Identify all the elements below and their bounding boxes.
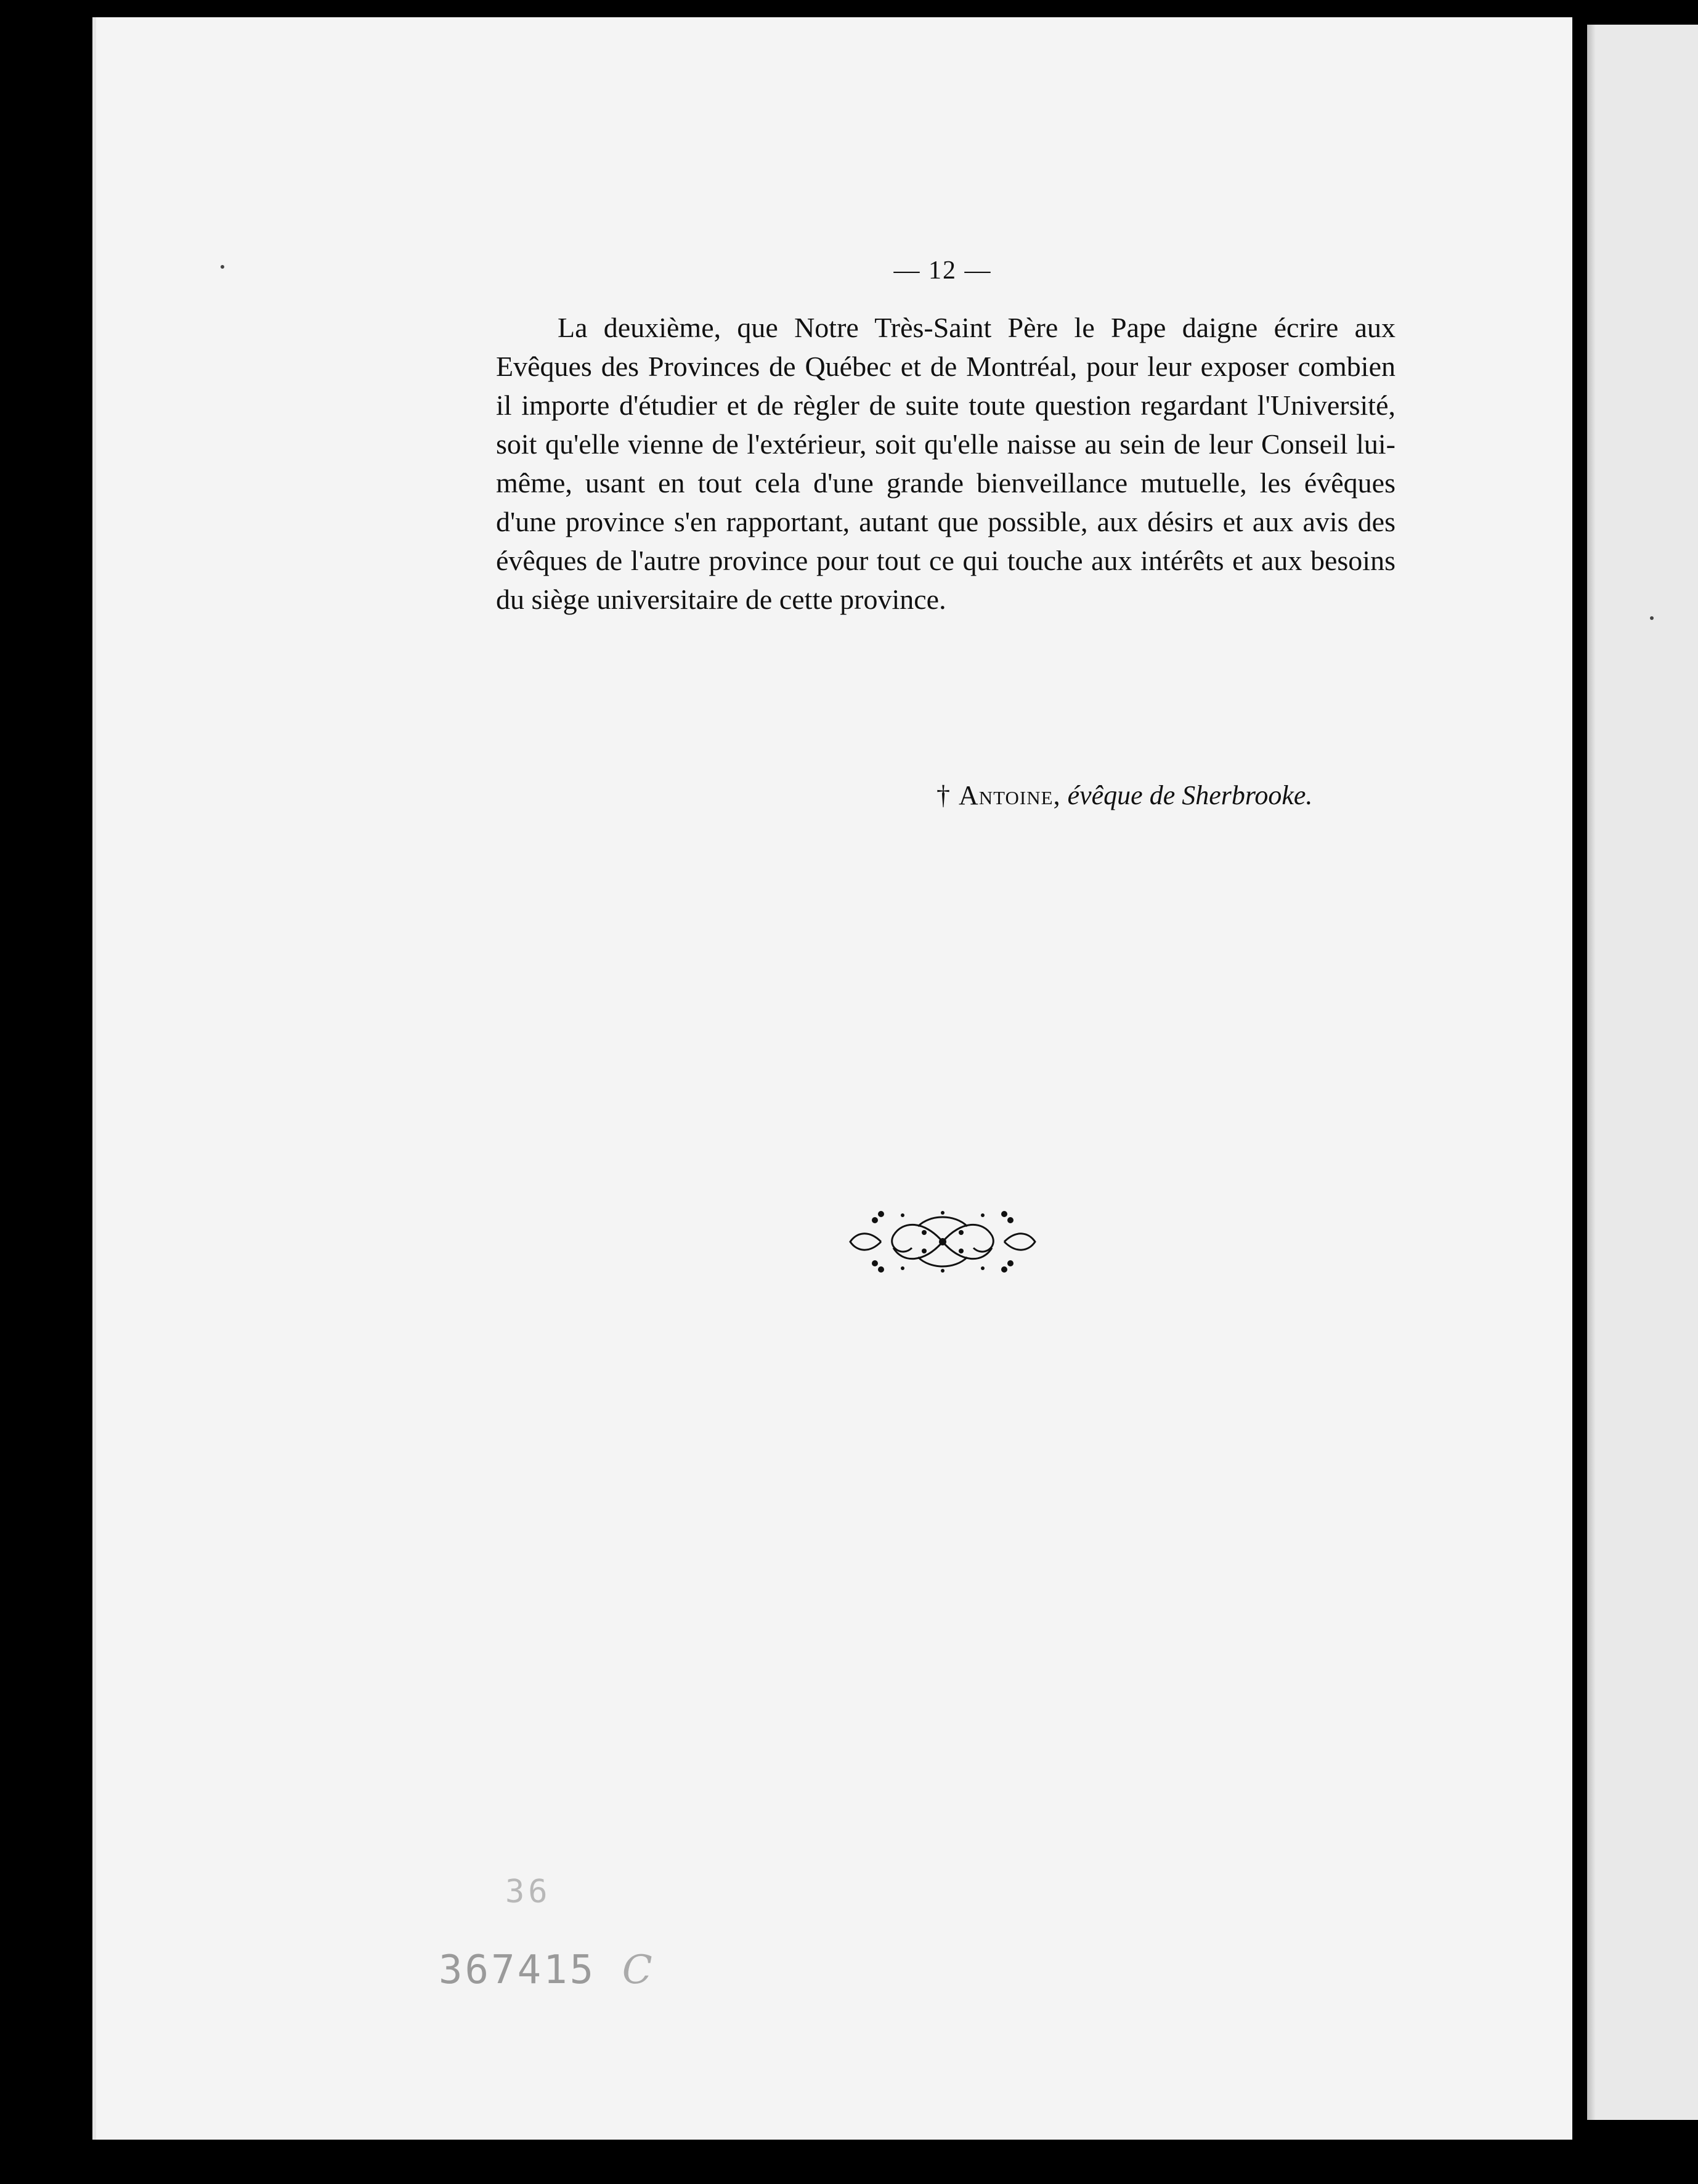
signature-title: évêque de Sherbrooke.: [1067, 780, 1313, 810]
signature-line: [936, 780, 1417, 811]
paper-speck: [221, 265, 224, 269]
paper-speck: [1650, 616, 1654, 620]
adjacent-page-edge: [1587, 25, 1698, 2120]
page-gutter-shadow: [1587, 25, 1596, 2120]
fleuron-ornament-icon: [844, 1202, 1041, 1282]
cross-icon: †: [936, 780, 950, 810]
accession-number: 367415: [439, 1947, 596, 1993]
handwritten-mark: C: [622, 1947, 655, 1993]
accession-number-stamp: [439, 1947, 655, 1993]
page-number: — 12 —: [893, 256, 992, 285]
page-left-edge: [92, 17, 96, 2140]
body-paragraph: La deuxième, que Notre Très-Saint Père le Pape daigne écrire aux Evêques des Provinces de Québec et de Montréal, pour leur exposer combien il importe d'étudier et de règler de suite toute question regardant l'Université, soit qu'elle vienne de l'extérieur, soit qu'elle naisse au sein de leur Conseil lui-même, usant en tout cela d'une grande bienveillance mutuelle, les évêques d'une province s'en rapportant, autant que possible, aux désirs et aux avis des évêques de l'autre province pour tout ce qui touche aux intérêts et aux besoins du siège universitaire de cette province.: [496, 312, 1395, 615]
shelf-mark-stamp: 36: [505, 1873, 551, 1910]
signature-name: Antoine,: [959, 780, 1061, 810]
